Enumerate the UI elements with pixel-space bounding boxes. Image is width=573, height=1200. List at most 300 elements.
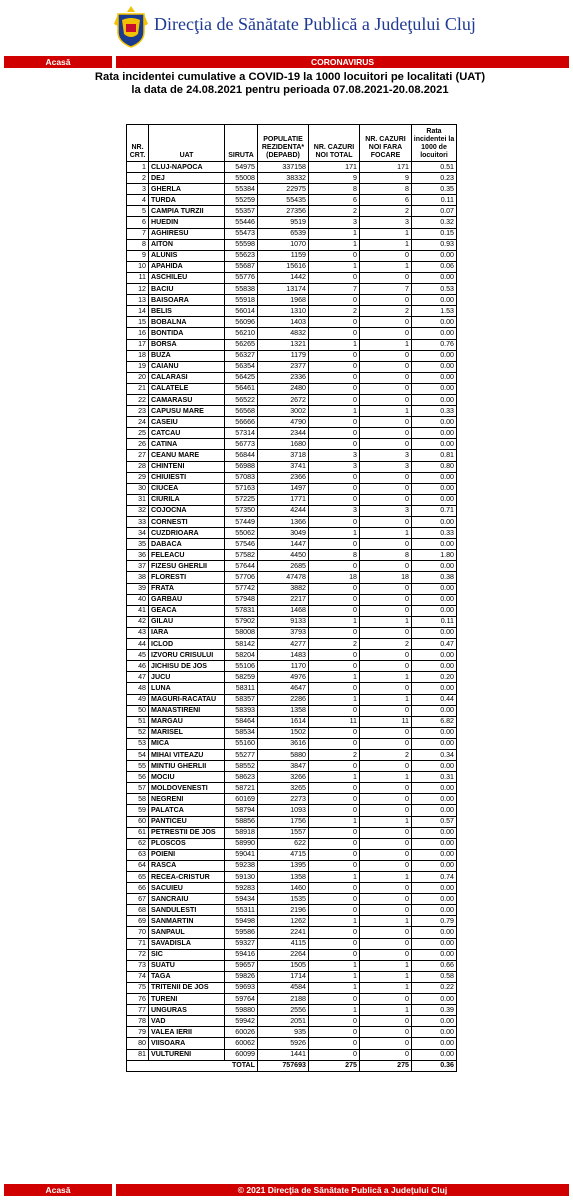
row-cases-total: 8 <box>309 550 360 561</box>
row-nr: 58 <box>127 794 149 805</box>
col-header-cases-no-outbreaks: NR. CAZURI NOI FARA FOCARE <box>360 125 412 162</box>
table-row <box>127 605 457 616</box>
row-uat: CHIUIESTI <box>149 472 225 483</box>
row-siruta: 59586 <box>225 927 258 938</box>
table-row <box>127 439 457 450</box>
row-siruta: 55838 <box>225 284 258 295</box>
row-nr: 50 <box>127 705 149 716</box>
row-cases-total: 8 <box>309 184 360 195</box>
row-incidence-rate: 0.81 <box>412 450 457 461</box>
table-row <box>127 583 457 594</box>
row-incidence-rate: 0.00 <box>412 372 457 383</box>
row-cases-no-outbreaks: 1 <box>360 528 412 539</box>
row-cases-total: 1 <box>309 816 360 827</box>
row-incidence-rate: 0.00 <box>412 838 457 849</box>
row-incidence-rate: 0.00 <box>412 472 457 483</box>
table-row <box>127 794 457 805</box>
row-cases-no-outbreaks: 0 <box>360 794 412 805</box>
row-population: 6539 <box>258 228 309 239</box>
row-cases-total: 3 <box>309 450 360 461</box>
row-cases-no-outbreaks: 3 <box>360 450 412 461</box>
row-cases-total: 1 <box>309 960 360 971</box>
row-cases-total: 0 <box>309 361 360 372</box>
row-siruta: 57902 <box>225 616 258 627</box>
table-row <box>127 561 457 572</box>
row-nr: 6 <box>127 217 149 228</box>
row-uat: CALATELE <box>149 383 225 394</box>
col-header-siruta: SIRUTA <box>225 125 258 162</box>
row-incidence-rate: 0.00 <box>412 783 457 794</box>
table-row <box>127 661 457 672</box>
table-row <box>127 528 457 539</box>
row-siruta: 58918 <box>225 827 258 838</box>
row-uat: BONTIDA <box>149 328 225 339</box>
row-cases-no-outbreaks: 0 <box>360 705 412 716</box>
row-nr: 35 <box>127 539 149 550</box>
row-cases-no-outbreaks: 0 <box>360 994 412 1005</box>
row-population: 2241 <box>258 927 309 938</box>
row-cases-no-outbreaks: 1 <box>360 1005 412 1016</box>
row-population: 4790 <box>258 417 309 428</box>
row-uat: SANCRAIU <box>149 894 225 905</box>
table-row <box>127 450 457 461</box>
row-cases-no-outbreaks: 1 <box>360 960 412 971</box>
table-row <box>127 306 457 317</box>
row-population: 1756 <box>258 816 309 827</box>
row-nr: 20 <box>127 372 149 383</box>
row-siruta: 55062 <box>225 528 258 539</box>
row-nr: 51 <box>127 716 149 727</box>
row-nr: 75 <box>127 982 149 993</box>
row-uat: CIURILA <box>149 494 225 505</box>
row-cases-total: 3 <box>309 461 360 472</box>
table-row <box>127 872 457 883</box>
table-row <box>127 1027 457 1038</box>
row-cases-total: 0 <box>309 905 360 916</box>
row-nr: 54 <box>127 749 149 760</box>
row-uat: CAMARASU <box>149 394 225 405</box>
row-population: 1483 <box>258 650 309 661</box>
row-nr: 49 <box>127 694 149 705</box>
row-uat: RASCA <box>149 860 225 871</box>
row-cases-no-outbreaks: 0 <box>360 539 412 550</box>
nav-coronavirus-link[interactable]: CORONAVIRUS <box>116 56 569 68</box>
row-nr: 66 <box>127 883 149 894</box>
total-incidence-rate: 0.36 <box>412 1060 457 1071</box>
row-cases-no-outbreaks: 0 <box>360 927 412 938</box>
table-row <box>127 938 457 949</box>
table-row <box>127 960 457 971</box>
row-siruta: 56844 <box>225 450 258 461</box>
row-incidence-rate: 0.11 <box>412 195 457 206</box>
row-population: 3882 <box>258 583 309 594</box>
table-row <box>127 195 457 206</box>
row-siruta: 59434 <box>225 894 258 905</box>
table-total-row <box>127 1060 457 1071</box>
table-row <box>127 716 457 727</box>
row-cases-no-outbreaks: 8 <box>360 550 412 561</box>
table-row <box>127 905 457 916</box>
row-nr: 31 <box>127 494 149 505</box>
row-uat: GEACA <box>149 605 225 616</box>
row-uat: CEANU MARE <box>149 450 225 461</box>
row-cases-total: 171 <box>309 162 360 173</box>
row-cases-total: 2 <box>309 206 360 217</box>
total-population: 757693 <box>258 1060 309 1071</box>
row-cases-no-outbreaks: 1 <box>360 772 412 783</box>
row-cases-total: 0 <box>309 1038 360 1049</box>
row-siruta: 56568 <box>225 406 258 417</box>
row-population: 1093 <box>258 805 309 816</box>
table-row <box>127 295 457 306</box>
row-uat: APAHIDA <box>149 261 225 272</box>
row-uat: FIZESU GHERLII <box>149 561 225 572</box>
row-cases-total: 1 <box>309 228 360 239</box>
row-cases-no-outbreaks: 0 <box>360 605 412 616</box>
row-uat: CATINA <box>149 439 225 450</box>
row-nr: 60 <box>127 816 149 827</box>
row-cases-no-outbreaks: 0 <box>360 849 412 860</box>
row-incidence-rate: 0.00 <box>412 860 457 871</box>
row-population: 2344 <box>258 428 309 439</box>
row-uat: CIUCEA <box>149 483 225 494</box>
row-nr: 77 <box>127 1005 149 1016</box>
row-nr: 80 <box>127 1038 149 1049</box>
row-siruta: 56425 <box>225 372 258 383</box>
row-uat: AITON <box>149 239 225 250</box>
row-cases-total: 1 <box>309 872 360 883</box>
row-incidence-rate: 0.66 <box>412 960 457 971</box>
row-nr: 69 <box>127 916 149 927</box>
row-nr: 29 <box>127 472 149 483</box>
table-row <box>127 572 457 583</box>
row-cases-no-outbreaks: 18 <box>360 572 412 583</box>
row-uat: ALUNIS <box>149 250 225 261</box>
row-uat: BUZA <box>149 350 225 361</box>
row-cases-no-outbreaks: 3 <box>360 461 412 472</box>
row-siruta: 58623 <box>225 772 258 783</box>
table-row <box>127 627 457 638</box>
row-uat: IZVORU CRISULUI <box>149 650 225 661</box>
row-cases-total: 1 <box>309 528 360 539</box>
row-uat: VAD <box>149 1016 225 1027</box>
row-uat: BACIU <box>149 284 225 295</box>
row-cases-no-outbreaks: 3 <box>360 505 412 516</box>
row-cases-total: 1 <box>309 694 360 705</box>
row-incidence-rate: 0.00 <box>412 250 457 261</box>
row-nr: 25 <box>127 428 149 439</box>
row-cases-total: 0 <box>309 738 360 749</box>
row-population: 3049 <box>258 528 309 539</box>
row-incidence-rate: 0.15 <box>412 228 457 239</box>
row-siruta: 56461 <box>225 383 258 394</box>
table-row <box>127 805 457 816</box>
table-row <box>127 838 457 849</box>
row-population: 3265 <box>258 783 309 794</box>
row-incidence-rate: 0.00 <box>412 883 457 894</box>
row-cases-no-outbreaks: 0 <box>360 272 412 283</box>
col-header-nr: NR. CRT. <box>127 125 149 162</box>
row-uat: CASEIU <box>149 417 225 428</box>
row-population: 1557 <box>258 827 309 838</box>
row-cases-total: 2 <box>309 306 360 317</box>
row-incidence-rate: 0.00 <box>412 794 457 805</box>
footer-copyright: © 2021 Direcţia de Sănătate Publică a Judeţului Cluj <box>116 1184 569 1196</box>
row-uat: BOBALNA <box>149 317 225 328</box>
row-siruta: 56522 <box>225 394 258 405</box>
row-uat: NEGRENI <box>149 794 225 805</box>
row-nr: 57 <box>127 783 149 794</box>
table-row <box>127 184 457 195</box>
row-nr: 72 <box>127 949 149 960</box>
site-footer <box>4 1184 569 1196</box>
row-incidence-rate: 0.00 <box>412 627 457 638</box>
row-cases-no-outbreaks: 0 <box>360 394 412 405</box>
table-row <box>127 173 457 184</box>
row-siruta: 55384 <box>225 184 258 195</box>
row-incidence-rate: 0.00 <box>412 727 457 738</box>
row-nr: 12 <box>127 284 149 295</box>
row-population: 3002 <box>258 406 309 417</box>
row-population: 4976 <box>258 672 309 683</box>
table-row <box>127 284 457 295</box>
row-cases-total: 0 <box>309 683 360 694</box>
row-siruta: 55598 <box>225 239 258 250</box>
row-siruta: 56327 <box>225 350 258 361</box>
row-incidence-rate: 0.00 <box>412 761 457 772</box>
row-cases-no-outbreaks: 0 <box>360 1027 412 1038</box>
row-siruta: 56265 <box>225 339 258 350</box>
table-row <box>127 239 457 250</box>
row-cases-total: 2 <box>309 639 360 650</box>
row-population: 2188 <box>258 994 309 1005</box>
row-incidence-rate: 0.00 <box>412 494 457 505</box>
table-row <box>127 272 457 283</box>
row-cases-total: 1 <box>309 916 360 927</box>
row-siruta: 60169 <box>225 794 258 805</box>
table-row <box>127 982 457 993</box>
row-uat: RECEA-CRISTUR <box>149 872 225 883</box>
row-cases-no-outbreaks: 0 <box>360 883 412 894</box>
row-siruta: 57582 <box>225 550 258 561</box>
table-row <box>127 228 457 239</box>
row-cases-total: 0 <box>309 860 360 871</box>
row-nr: 21 <box>127 383 149 394</box>
row-population: 27356 <box>258 206 309 217</box>
table-row <box>127 394 457 405</box>
row-nr: 32 <box>127 505 149 516</box>
row-cases-total: 0 <box>309 727 360 738</box>
row-nr: 30 <box>127 483 149 494</box>
row-uat: BELIS <box>149 306 225 317</box>
row-population: 2264 <box>258 949 309 960</box>
row-nr: 71 <box>127 938 149 949</box>
row-cases-total: 0 <box>309 1049 360 1060</box>
row-population: 1310 <box>258 306 309 317</box>
row-uat: MARGAU <box>149 716 225 727</box>
row-cases-total: 1 <box>309 772 360 783</box>
row-population: 1771 <box>258 494 309 505</box>
row-uat: FLORESTI <box>149 572 225 583</box>
row-incidence-rate: 0.35 <box>412 184 457 195</box>
row-uat: DEJ <box>149 173 225 184</box>
row-incidence-rate: 0.00 <box>412 594 457 605</box>
row-population: 1968 <box>258 295 309 306</box>
table-row <box>127 694 457 705</box>
row-nr: 27 <box>127 450 149 461</box>
row-population: 1358 <box>258 872 309 883</box>
row-incidence-rate: 0.44 <box>412 694 457 705</box>
row-population: 4715 <box>258 849 309 860</box>
table-row <box>127 705 457 716</box>
row-nr: 74 <box>127 971 149 982</box>
row-cases-total: 0 <box>309 583 360 594</box>
row-uat: FRATA <box>149 583 225 594</box>
row-population: 1395 <box>258 860 309 871</box>
row-uat: CAIANU <box>149 361 225 372</box>
row-cases-no-outbreaks: 0 <box>360 250 412 261</box>
row-population: 15616 <box>258 261 309 272</box>
row-nr: 10 <box>127 261 149 272</box>
row-siruta: 58552 <box>225 761 258 772</box>
row-nr: 16 <box>127 328 149 339</box>
table-row <box>127 894 457 905</box>
row-population: 3616 <box>258 738 309 749</box>
row-population: 1179 <box>258 350 309 361</box>
row-nr: 19 <box>127 361 149 372</box>
row-uat: JICHISU DE JOS <box>149 661 225 672</box>
row-incidence-rate: 0.32 <box>412 217 457 228</box>
site-title[interactable]: Direcţia de Sănătate Publică a Judeţului Cluj <box>154 14 476 34</box>
row-cases-total: 0 <box>309 250 360 261</box>
row-uat: MIHAI VITEAZU <box>149 749 225 760</box>
row-nr: 68 <box>127 905 149 916</box>
table-row <box>127 949 457 960</box>
row-uat: MARISEL <box>149 727 225 738</box>
row-population: 1441 <box>258 1049 309 1060</box>
table-row <box>127 361 457 372</box>
row-uat: IARA <box>149 627 225 638</box>
table-row <box>127 539 457 550</box>
row-nr: 1 <box>127 162 149 173</box>
row-siruta: 56210 <box>225 328 258 339</box>
row-incidence-rate: 0.00 <box>412 827 457 838</box>
row-nr: 24 <box>127 417 149 428</box>
row-cases-no-outbreaks: 1 <box>360 816 412 827</box>
row-cases-no-outbreaks: 1 <box>360 228 412 239</box>
row-cases-no-outbreaks: 11 <box>360 716 412 727</box>
row-incidence-rate: 0.00 <box>412 849 457 860</box>
row-cases-total: 1 <box>309 672 360 683</box>
row-siruta: 59880 <box>225 1005 258 1016</box>
row-incidence-rate: 0.00 <box>412 361 457 372</box>
row-population: 3266 <box>258 772 309 783</box>
row-cases-no-outbreaks: 1 <box>360 239 412 250</box>
table-row <box>127 1038 457 1049</box>
row-nr: 81 <box>127 1049 149 1060</box>
row-siruta: 57706 <box>225 572 258 583</box>
table-row <box>127 783 457 794</box>
row-cases-no-outbreaks: 0 <box>360 561 412 572</box>
row-uat: JUCU <box>149 672 225 683</box>
row-nr: 59 <box>127 805 149 816</box>
row-siruta: 56096 <box>225 317 258 328</box>
row-cases-no-outbreaks: 0 <box>360 372 412 383</box>
row-siruta: 55446 <box>225 217 258 228</box>
row-nr: 3 <box>127 184 149 195</box>
row-incidence-rate: 0.00 <box>412 705 457 716</box>
row-cases-no-outbreaks: 1 <box>360 694 412 705</box>
row-population: 4584 <box>258 982 309 993</box>
row-siruta: 57831 <box>225 605 258 616</box>
row-cases-total: 0 <box>309 317 360 328</box>
row-siruta: 56354 <box>225 361 258 372</box>
col-header-uat: UAT <box>149 125 225 162</box>
row-population: 1468 <box>258 605 309 616</box>
row-nr: 42 <box>127 616 149 627</box>
footer-home-link[interactable]: Acasă <box>4 1184 112 1196</box>
row-cases-total: 0 <box>309 428 360 439</box>
row-siruta: 59238 <box>225 860 258 871</box>
row-incidence-rate: 0.00 <box>412 483 457 494</box>
row-uat: GHERLA <box>149 184 225 195</box>
row-siruta: 58464 <box>225 716 258 727</box>
row-incidence-rate: 0.00 <box>412 317 457 328</box>
row-uat: LUNA <box>149 683 225 694</box>
row-incidence-rate: 0.00 <box>412 583 457 594</box>
row-incidence-rate: 0.34 <box>412 749 457 760</box>
row-uat: UNGURAS <box>149 1005 225 1016</box>
row-population: 1505 <box>258 960 309 971</box>
row-uat: TURENI <box>149 994 225 1005</box>
row-incidence-rate: 6.82 <box>412 716 457 727</box>
row-cases-total: 0 <box>309 849 360 860</box>
row-cases-total: 0 <box>309 472 360 483</box>
row-incidence-rate: 0.07 <box>412 206 457 217</box>
row-cases-total: 6 <box>309 195 360 206</box>
row-cases-total: 0 <box>309 439 360 450</box>
row-incidence-rate: 0.22 <box>412 982 457 993</box>
row-incidence-rate: 0.00 <box>412 894 457 905</box>
row-nr: 45 <box>127 650 149 661</box>
nav-home-link[interactable]: Acasă <box>4 56 112 68</box>
row-incidence-rate: 0.39 <box>412 1005 457 1016</box>
row-uat: POIENI <box>149 849 225 860</box>
row-uat: VALEA IERII <box>149 1027 225 1038</box>
row-nr: 33 <box>127 517 149 528</box>
row-cases-no-outbreaks: 2 <box>360 306 412 317</box>
row-cases-no-outbreaks: 0 <box>360 860 412 871</box>
row-siruta: 59942 <box>225 1016 258 1027</box>
row-population: 1497 <box>258 483 309 494</box>
row-incidence-rate: 0.00 <box>412 394 457 405</box>
row-incidence-rate: 0.33 <box>412 406 457 417</box>
row-siruta: 56666 <box>225 417 258 428</box>
row-siruta: 58721 <box>225 783 258 794</box>
row-nr: 28 <box>127 461 149 472</box>
row-population: 2286 <box>258 694 309 705</box>
table-row <box>127 472 457 483</box>
row-siruta: 55687 <box>225 261 258 272</box>
row-uat: CORNESTI <box>149 517 225 528</box>
table-row <box>127 827 457 838</box>
row-siruta: 58990 <box>225 838 258 849</box>
row-siruta: 58393 <box>225 705 258 716</box>
row-cases-no-outbreaks: 3 <box>360 217 412 228</box>
row-incidence-rate: 0.00 <box>412 905 457 916</box>
row-nr: 14 <box>127 306 149 317</box>
row-cases-no-outbreaks: 8 <box>360 184 412 195</box>
